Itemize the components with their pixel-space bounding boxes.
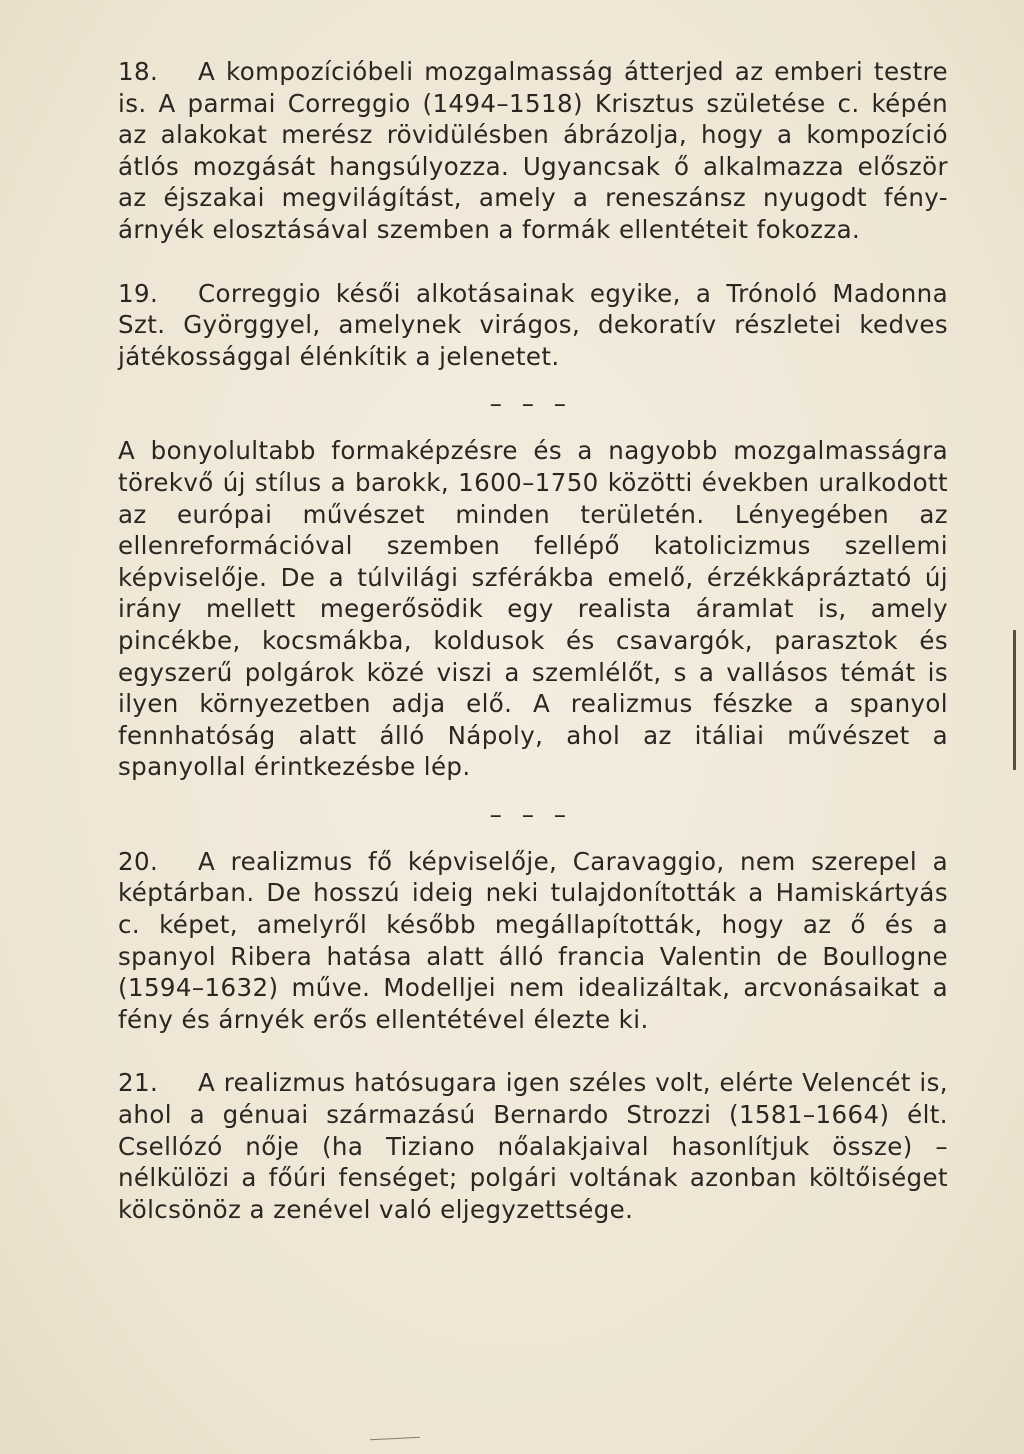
paragraph-baroque-intro xyxy=(118,435,948,783)
paragraph-gap xyxy=(118,1035,948,1067)
paragraph-text: A bonyolultabb formaképzésre és a nagyobb mozgalmasságra törekvő új stílus a barokk, 1600–1750 közötti években uralkodott az európai művészet minden területén. Lényegében az ellenreformációval szemben fellépő katolicizmus szellemi képviselője. De a túlvilági szférákba emelő, érzékkápráztató új irány mellett megerősödik egy realista áramlat is, amely pincékbe, kocsmákba, koldusok és csavargók, parasztok és egyszerű polgárok közé viszi a szemlélőt, s a vallásos témát is ilyen környezetben adja elő. A realizmus fészke a spanyol fennhatóság alatt álló Nápoly, ahol az itáliai művészet a spanyollal érintkezésbe lép. xyxy=(118,436,948,782)
section-separator: – – – xyxy=(489,799,572,829)
paragraph-text: A kompozícióbeli mozgalmasság átterjed az emberi testre is. A parmai Correggio (1494–1518) Krisztus születése c. képén az alakokat merész rövidülésben ábrázolja, hogy a kompozíció átlós mozgását hangsúlyozza. Ugyancsak ő alkalmazza először az éjszakai megvilágítást, amely a reneszánsz nyugodt fény-árnyék elosztásával szemben a formák ellentéteit fokozza. xyxy=(118,57,948,244)
paragraph-21 xyxy=(118,1067,948,1225)
paragraph-gap xyxy=(118,246,948,278)
paragraph-18 xyxy=(118,56,948,246)
paragraph-20 xyxy=(118,846,948,1036)
paragraph-number: 21. xyxy=(118,1068,159,1098)
paragraph-number: 19. xyxy=(118,278,159,308)
scan-bottom-mark xyxy=(370,1437,420,1441)
paragraph-number: 20. xyxy=(118,846,159,876)
section-separator: – – – xyxy=(489,389,572,419)
paragraph-19 xyxy=(118,278,948,373)
scan-edge-mark xyxy=(1013,630,1016,770)
paragraph-number: 18. xyxy=(118,57,159,86)
paragraph-text: Correggio késői alkotásainak egyike, a Trónoló Madonna Szt. Györggyel, amelynek virágos, dekoratív részletei kedves játékossággal élénkítik a jelenetet. xyxy=(118,278,948,371)
text-column xyxy=(118,56,948,1225)
paragraph-text: A realizmus hatósugara igen széles volt, elérte Velencét is, ahol a génuai származású Bernardo Strozzi (1581–1664) élt. Csellózó nője (ha Tiziano nőalakjaival hasonlítjuk össze) – nélkülözi a főúri fenséget; polgári voltának azonban költőiséget kölcsönöz a zenével való eljegyzettsége. xyxy=(118,1068,948,1224)
paragraph-text: A realizmus fő képviselője, Caravaggio, nem szerepel a képtárban. De hosszú ideig neki tulajdonították a Hamiskártyás c. képet, amelyről később megállapították, hogy az ő és a spanyol Ribera hatása alatt álló francia Valentin de Boullogne (1594–1632) műve. Modelljei nem idealizáltak, arcvonásaikat a fény és árnyék erős ellentétével élezte ki. xyxy=(118,846,948,1034)
